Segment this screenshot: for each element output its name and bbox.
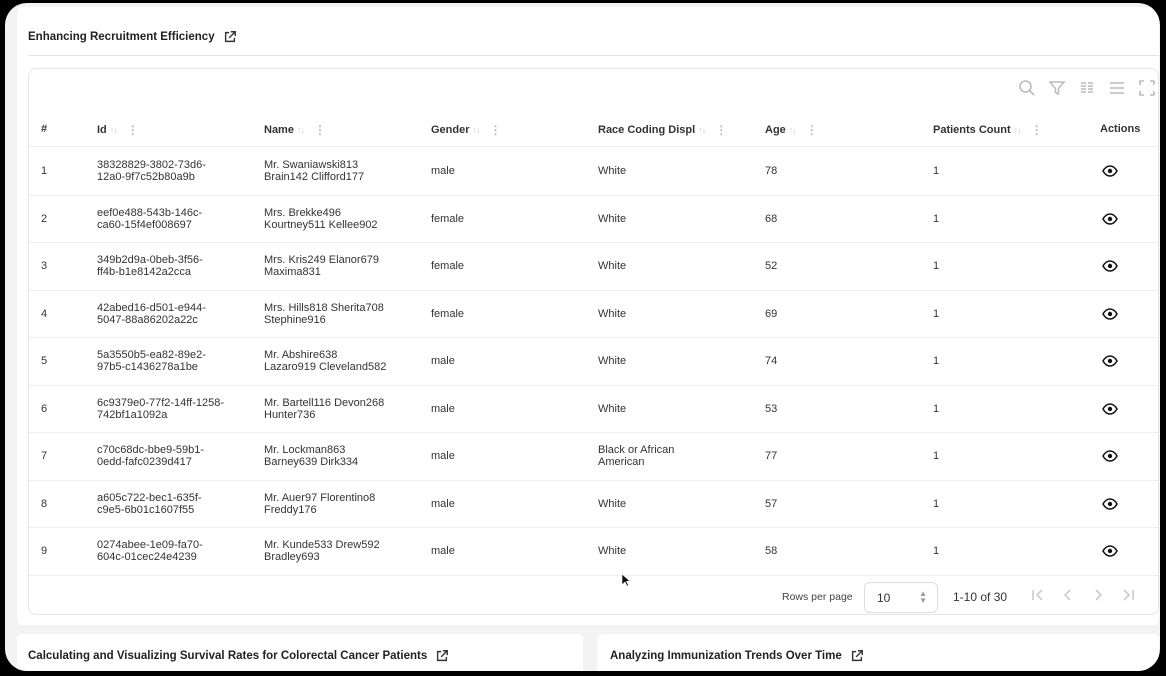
col-header-name[interactable]	[264, 123, 326, 137]
cell-age: 69	[765, 307, 778, 320]
cell-id: a605c722-bec1-635f- c9e5-6b01c1607f55	[97, 491, 202, 516]
cell-gender: male	[431, 545, 455, 558]
view-eye-icon[interactable]	[1102, 165, 1118, 177]
sort-icon[interactable]: ↑↓	[698, 125, 706, 135]
card-title: Enhancing Recruitment Efficiency	[28, 31, 215, 43]
cell-num: 6	[41, 402, 48, 415]
col-header-patients-count[interactable]	[933, 123, 1043, 137]
cell-race: White	[598, 165, 627, 178]
immunization-trends-card	[597, 634, 1159, 671]
cell-name: Mr. Lockman863 Barney639 Dirk334	[264, 444, 359, 469]
col-header-id[interactable]	[97, 123, 139, 137]
col-label: Gender	[431, 124, 470, 136]
table-row[interactable]	[29, 338, 1158, 386]
cell-race: White	[598, 307, 627, 320]
table-row[interactable]	[29, 148, 1158, 196]
table-row[interactable]	[29, 243, 1158, 291]
cell-race: Black or African American	[598, 444, 675, 469]
col-header-gender[interactable]	[431, 123, 502, 137]
cell-age: 78	[765, 165, 778, 178]
next-page-icon[interactable]	[1090, 587, 1106, 603]
cell-num: 9	[41, 545, 48, 558]
cell-gender: female	[431, 307, 465, 320]
view-eye-icon[interactable]	[1102, 213, 1118, 225]
last-page-icon[interactable]	[1120, 587, 1136, 603]
cell-gender: male	[431, 355, 455, 368]
cell-name: Mrs. Hills818 Sherita708 Stephine916	[264, 301, 384, 326]
cell-count: 1	[933, 307, 940, 320]
view-eye-icon[interactable]	[1102, 260, 1118, 272]
card-title: Analyzing Immunization Trends Over Time	[610, 650, 842, 662]
card-title-row	[28, 649, 449, 663]
cell-race: White	[598, 497, 627, 510]
view-eye-icon[interactable]	[1102, 545, 1118, 557]
cell-race: White	[598, 402, 627, 415]
mouse-cursor-icon	[621, 573, 631, 587]
cell-num: 5	[41, 355, 48, 368]
table-row[interactable]	[29, 528, 1158, 576]
cell-name: Mr. Abshire638 Lazaro919 Cleveland582	[264, 349, 387, 374]
cell-count: 1	[933, 260, 940, 273]
cell-count: 1	[933, 402, 940, 415]
card-title: Calculating and Visualizing Survival Rates for Colorectal Cancer Patients	[28, 650, 428, 662]
table-toolbar	[1018, 79, 1156, 97]
col-label: Race Coding Displ	[598, 124, 696, 136]
select-arrows-icon: ▲ ▼	[919, 589, 927, 605]
rows-per-page-value: 10	[877, 591, 891, 605]
column-menu-icon[interactable]: ⋮	[489, 123, 502, 137]
cell-gender: male	[431, 402, 455, 415]
column-menu-icon[interactable]: ⋮	[313, 123, 326, 137]
view-eye-icon[interactable]	[1102, 498, 1118, 510]
cell-id: eef0e488-543b-146c- ca60-15f4ef008697	[97, 206, 203, 231]
column-menu-icon[interactable]: ⋮	[715, 123, 728, 137]
cell-name: Mr. Auer97 Florentino8 Freddy176	[264, 491, 376, 516]
cell-id: 6c9379e0-77f2-14ff-1258- 742bf1a1092a	[97, 396, 225, 421]
column-menu-icon[interactable]: ⋮	[805, 123, 818, 137]
patients-table	[28, 68, 1159, 615]
cell-id: c70c68dc-bbe9-59b1- 0edd-fafc0239d417	[97, 444, 205, 469]
cell-race: White	[598, 212, 627, 225]
sort-icon[interactable]: ↑↓	[472, 125, 480, 135]
cell-count: 1	[933, 497, 940, 510]
cell-num: 4	[41, 307, 48, 320]
cell-count: 1	[933, 355, 940, 368]
cell-num: 2	[41, 212, 48, 225]
cell-gender: male	[431, 165, 455, 178]
external-link-icon[interactable]	[435, 649, 449, 663]
cell-race: White	[598, 545, 627, 558]
col-label: Actions	[1100, 123, 1141, 135]
rows-per-page-label: Rows per page	[782, 591, 853, 603]
cell-id: 42abed16-d501-e944- 5047-88a86202a22c	[97, 301, 206, 326]
cell-age: 74	[765, 355, 778, 368]
col-header-number[interactable]	[41, 123, 47, 135]
table-row[interactable]	[29, 196, 1158, 244]
cell-name: Mr. Bartell116 Devon268 Hunter736	[264, 396, 385, 421]
cell-age: 68	[765, 212, 778, 225]
col-header-actions	[1100, 123, 1140, 135]
pagination-range: 1-10 of 30	[953, 590, 1008, 604]
cell-name: Mr. Swaniawski813 Brain142 Clifford177	[264, 159, 365, 184]
search-icon[interactable]	[1018, 79, 1036, 97]
card-title-row	[28, 30, 237, 44]
first-page-icon[interactable]	[1030, 587, 1046, 603]
card-title-row	[610, 649, 864, 663]
col-label: Name	[264, 124, 294, 136]
column-menu-icon[interactable]: ⋮	[126, 123, 139, 137]
col-label: Id	[97, 124, 107, 136]
cell-count: 1	[933, 165, 940, 178]
table-row[interactable]	[29, 481, 1158, 529]
filter-icon[interactable]	[1048, 79, 1066, 97]
external-link-icon[interactable]	[223, 30, 237, 44]
cell-name: Mrs. Brekke496 Kourtney511 Kellee902	[264, 206, 378, 231]
cell-age: 52	[765, 260, 778, 273]
columns-icon[interactable]	[1078, 79, 1096, 97]
cell-num: 3	[41, 260, 48, 273]
cell-count: 1	[933, 545, 940, 558]
rows-per-page-select[interactable]	[864, 582, 938, 613]
col-label: Age	[765, 124, 786, 136]
table-row[interactable]	[29, 291, 1158, 339]
cell-gender: female	[431, 212, 465, 225]
cell-gender: female	[431, 260, 465, 273]
sort-icon[interactable]: ↑↓	[1013, 125, 1021, 135]
col-label: Patients Count	[933, 124, 1011, 136]
recruitment-card	[17, 7, 1159, 625]
table-footer	[29, 577, 1158, 615]
cell-count: 1	[933, 212, 940, 225]
cell-id: 5a3550b5-ea82-89e2- 97b5-c1436278a1be	[97, 349, 206, 374]
cell-gender: male	[431, 497, 455, 510]
cell-age: 53	[765, 402, 778, 415]
sort-icon[interactable]: ↑↓	[109, 125, 117, 135]
cell-id: 0274abee-1e09-fa70- 604c-01cec24e4239	[97, 539, 203, 564]
col-header-race[interactable]	[598, 123, 727, 137]
view-eye-icon[interactable]	[1102, 450, 1118, 462]
view-eye-icon[interactable]	[1102, 355, 1118, 367]
column-menu-icon[interactable]: ⋮	[1030, 123, 1043, 137]
table-row[interactable]	[29, 433, 1158, 481]
cell-num: 8	[41, 497, 48, 510]
density-icon[interactable]	[1108, 79, 1126, 97]
cell-num: 1	[41, 165, 48, 178]
cell-name: Mrs. Kris249 Elanor679 Maxima831	[264, 254, 379, 279]
prev-page-icon[interactable]	[1060, 587, 1076, 603]
sort-icon[interactable]: ↑↓	[788, 125, 796, 135]
cell-id: 38328829-3802-73d6- 12a0-9f7c52b80a9b	[97, 159, 206, 184]
sort-icon[interactable]: ↑↓	[296, 125, 304, 135]
cell-age: 77	[765, 450, 778, 463]
cell-count: 1	[933, 450, 940, 463]
external-link-icon[interactable]	[850, 649, 864, 663]
survival-rates-card	[17, 634, 583, 671]
cell-age: 57	[765, 497, 778, 510]
divider	[28, 55, 1159, 56]
cell-age: 58	[765, 545, 778, 558]
cell-num: 7	[41, 450, 48, 463]
cell-id: 349b2d9a-0beb-3f56- ff4b-b1e8142a2cca	[97, 254, 203, 279]
col-label: #	[41, 123, 48, 135]
table-header	[29, 113, 1158, 147]
view-eye-icon[interactable]	[1102, 403, 1118, 415]
cell-gender: male	[431, 450, 455, 463]
pagination-controls	[1030, 587, 1136, 603]
fullscreen-icon[interactable]	[1138, 79, 1156, 97]
cell-race: White	[598, 260, 627, 273]
app-frame	[5, 3, 1160, 671]
cell-name: Mr. Kunde533 Drew592 Bradley693	[264, 539, 380, 564]
view-eye-icon[interactable]	[1102, 308, 1118, 320]
table-row[interactable]	[29, 386, 1158, 434]
col-header-age[interactable]	[765, 123, 818, 137]
cell-race: White	[598, 355, 627, 368]
